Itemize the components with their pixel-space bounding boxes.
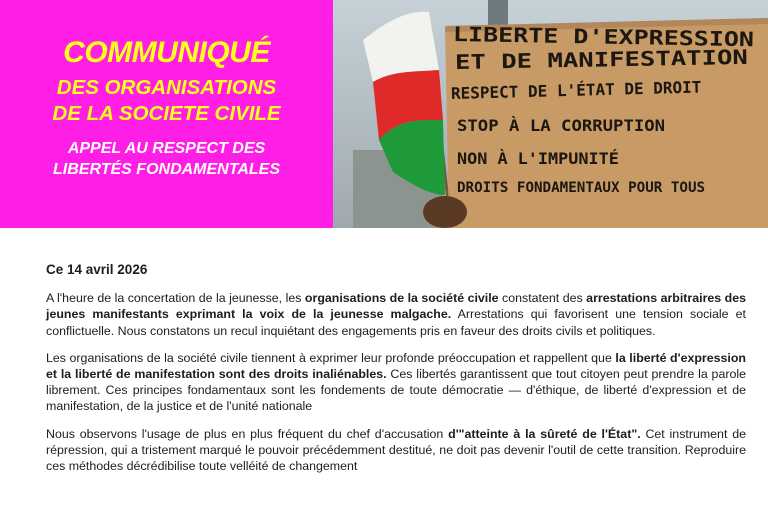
- paragraph-3: Nous observons l'usage de plus en plus fréquent du chef d'accusation d'"atteinte à la sûreté de l'État". Cet instrument de répression, qui a tristement marqué le pouvoir précédemment destitué, ne doit pas devenir l'outil de cette transition. Reproduire ces méthodes décrédibilise toute velléité de changement: [46, 426, 746, 474]
- sign-line-5: NON À L'IMPUNITÉ: [457, 149, 619, 168]
- communique-date: Ce 14 avril 2026: [46, 262, 148, 277]
- sign-line-4: STOP À LA CORRUPTION: [457, 116, 666, 135]
- sign-line-3: RESPECT DE L'ÉTAT DE DROIT: [450, 77, 702, 103]
- appeal-line2: LIBERTÉS FONDAMENTALES: [53, 161, 280, 178]
- sign-line-1: LIBERTE D'EXPRESSION: [452, 22, 755, 52]
- communique-body: [46, 262, 746, 485]
- communique-title: COMMUNIQUÉ: [63, 36, 270, 69]
- appeal-line1: APPEL AU RESPECT DES: [67, 140, 266, 157]
- title-panel: [0, 0, 333, 228]
- paragraph-2: Les organisations de la société civile tiennent à exprimer leur profonde préoccupation et rappellent que la liberté d'expression et la liberté de manifestation sont des droits inaliénables. Ces libertés garantissent que tout citoyen peut prendre la parole librement. Ces principes fondamentaux sont les fondements de toute démocratie — d'éthique, de liberté d'expression et de manifestation, de la justice et de l'unité nationale: [46, 350, 747, 414]
- paragraph-1: A l'heure de la concertation de la jeunesse, les organisations de la société civile constatent des arrestations arbitraires des jeunes manifestants exprimant la voix de la jeunesse malgache. Arrestations qui favorisent une tension sociale et conflictuelle. Nous constatons un recul inquiétant des engagements pris en faveur des droits civils et politiques.: [46, 291, 747, 338]
- protest-photo: [333, 0, 768, 228]
- sign-line-6: DROITS FONDAMENTAUX POUR TOUS: [457, 180, 706, 196]
- organisations-subtitle-line2: DE LA SOCIETE CIVILE: [52, 102, 281, 125]
- organisations-subtitle-line1: DES ORGANISATIONS: [56, 76, 277, 99]
- sign-line-2: ET DE MANIFESTATION: [454, 44, 749, 74]
- header-banner: [0, 0, 768, 228]
